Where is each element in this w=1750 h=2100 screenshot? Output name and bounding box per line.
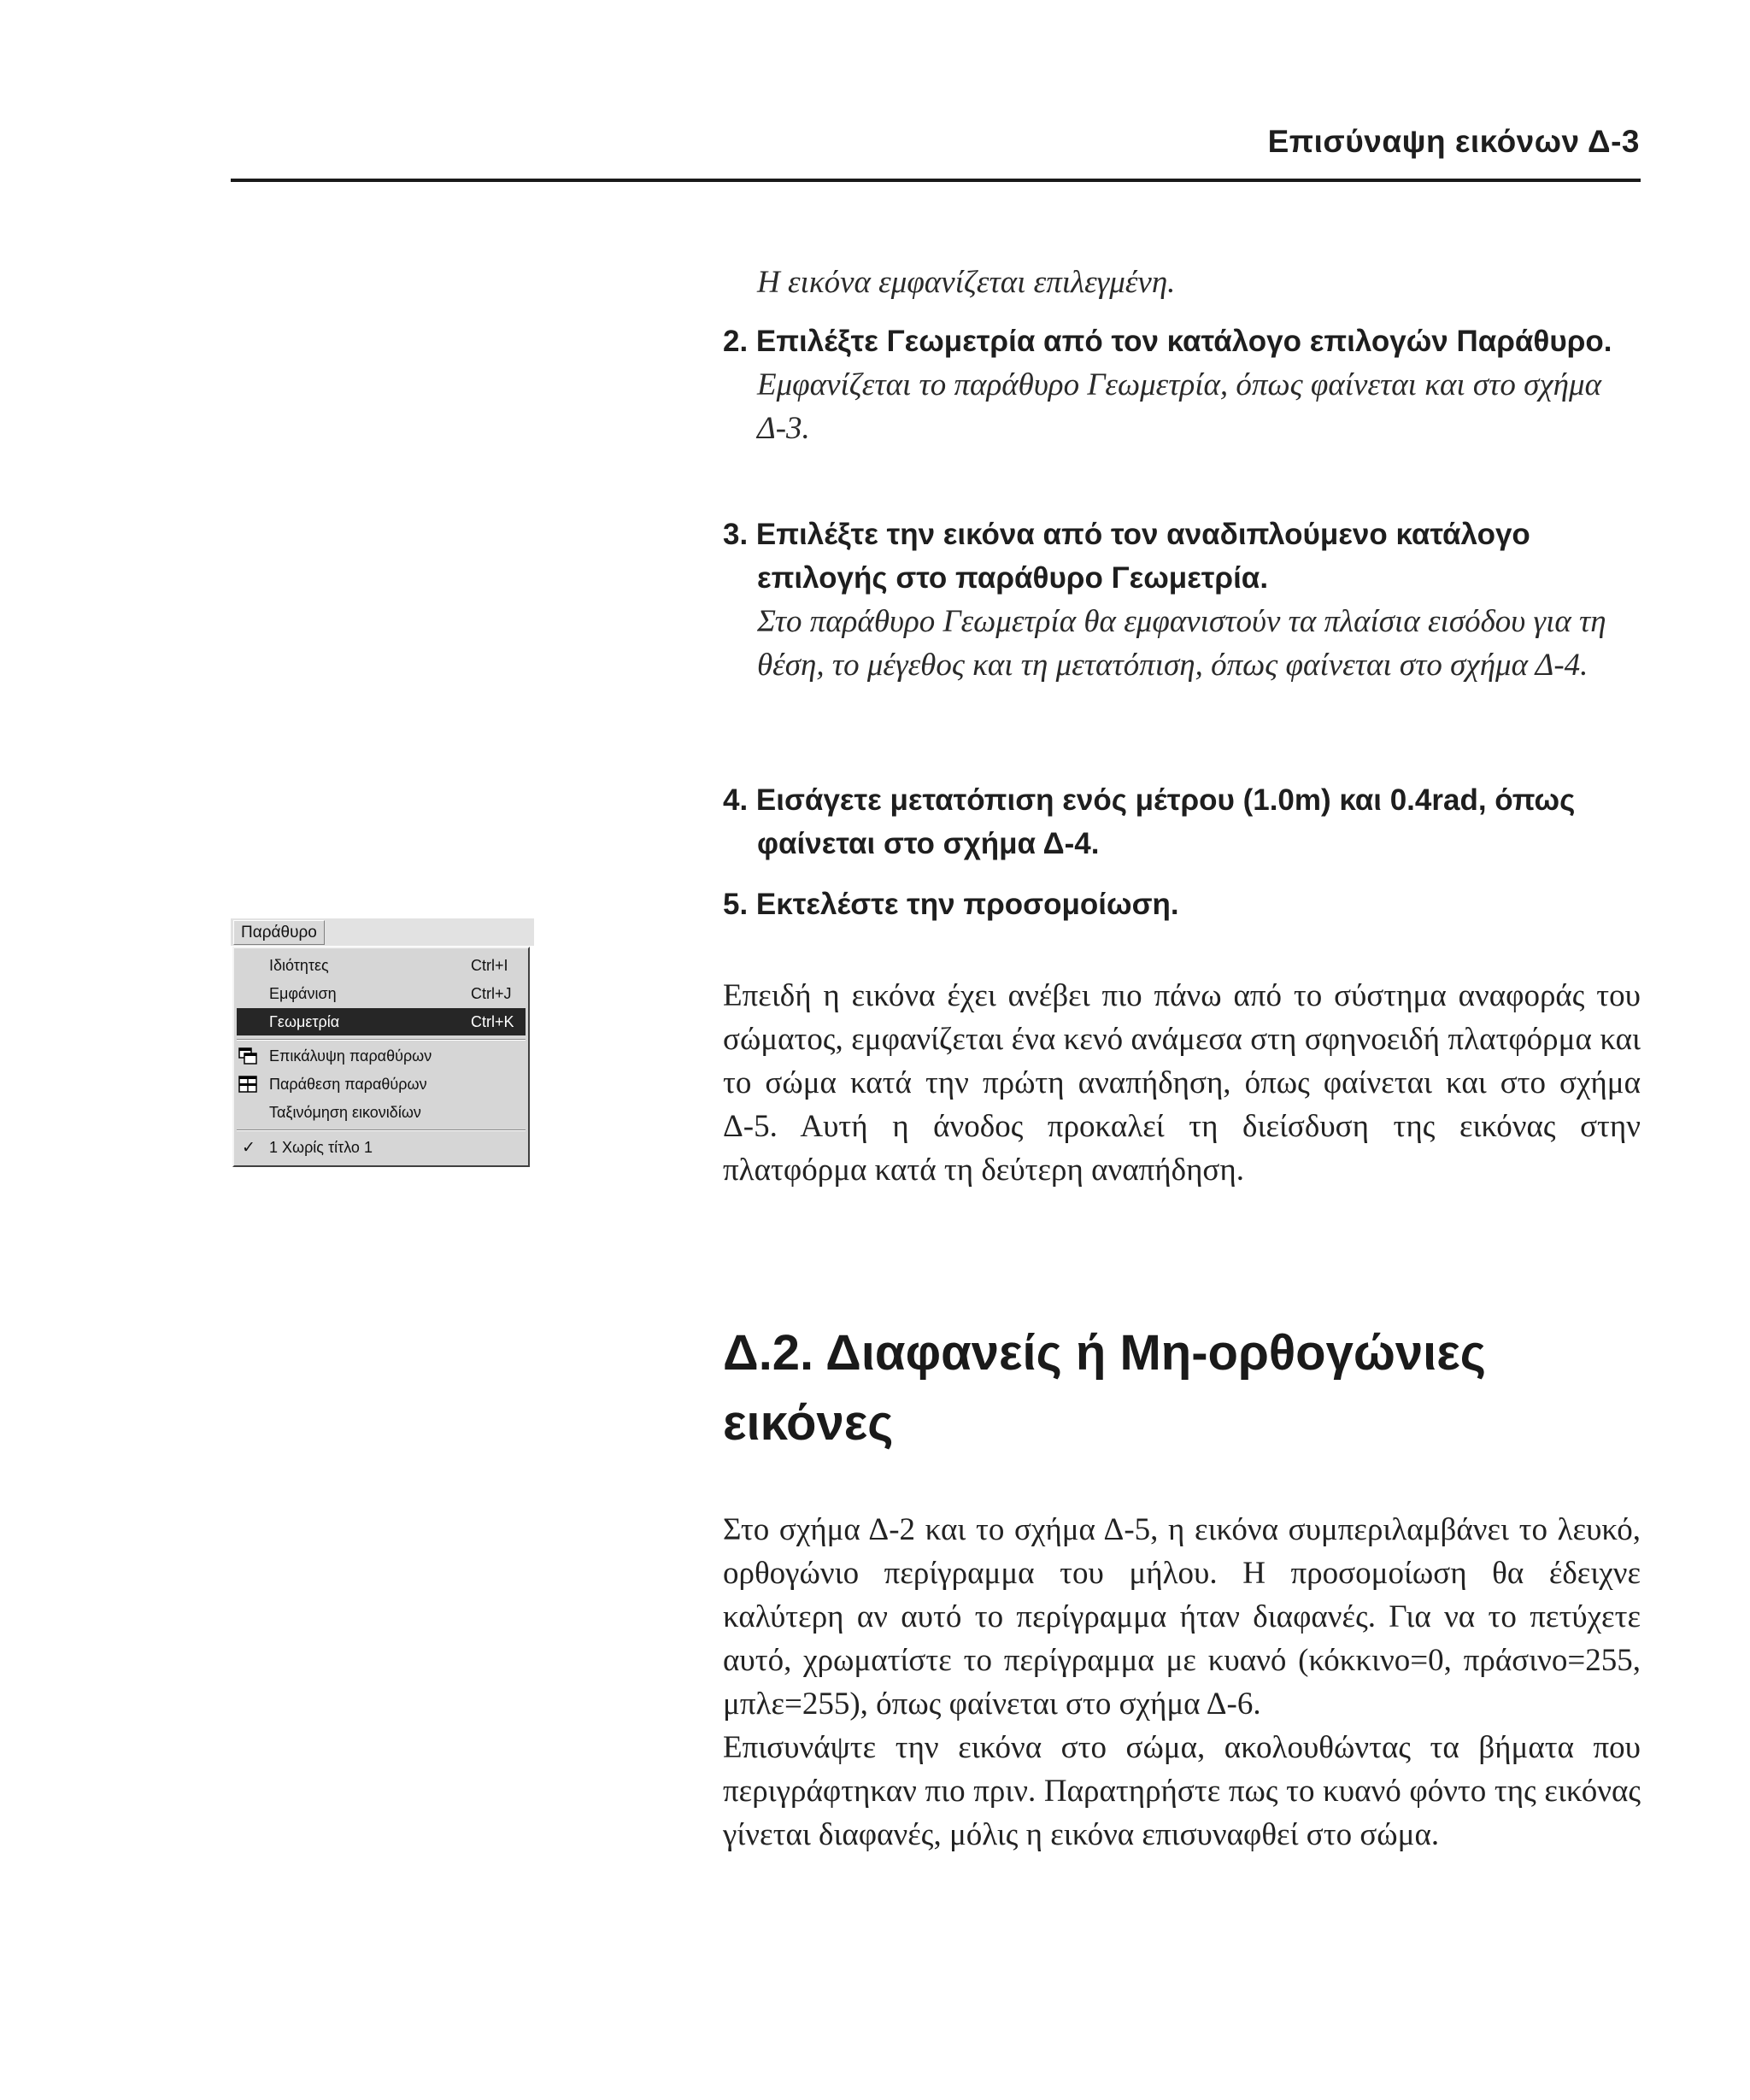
step-instruction: 2. Επιλέξτε Γεωμετρία από τον κατάλογο επιλογών Παράθυρο. — [723, 325, 1612, 358]
menu-screenshot — [231, 918, 534, 1170]
menu-item-shortcut: Ctrl+I — [471, 957, 508, 974]
tile-windows-icon — [238, 1076, 257, 1093]
body-paragraph: Στο σχήμα Δ-2 και το σχήμα Δ-5, η εικόνα συμπεριλαμβάνει το λευκό, ορθογώνιο περίγραμμα του μήλου. Η προσομοίωση θα έδειχνε καλύτερη αν αυτό το περίγραμμα ήταν διαφανές. Για να το πετύχετε αυτό, χρωματίστε το περίγραμμα με κυανό (κόκκινο=0, πράσινο=255, μπλε=255), όπως φαίνεται στο σχήμα Δ-6. — [723, 1512, 1641, 1722]
menu-item-arrange-icons[interactable] — [237, 1099, 526, 1126]
menu-item-properties[interactable] — [237, 952, 526, 979]
body-paragraph: Επειδή η εικόνα έχει ανέβει πιο πάνω από το σύστημα αναφοράς του σώματος, εμφανίζεται ένα κενό ανάμεσα στη σφηνοειδή πλατφόρμα και το σώμα κατά την πρώτη αναπήδηση, όπως φαίνεται και στο σχήμα Δ-5. Αυτή η άνοδος προκαλεί τη διείσδυση της εικόνας στην πλατφόρμα κατά τη δεύτερη αναπήδηση. — [723, 978, 1641, 1188]
step-result: Στο παράθυρο Γεωμετρία θα εμφανιστούν τα πλαίσια εισόδου για τη θέση, το μέγεθος και τη μετατόπιση, όπως φαίνεται στο σχήμα Δ-4. — [757, 604, 1606, 683]
menu-item-label: Γεωμετρία — [269, 1013, 340, 1030]
page-header-title: Επισύναψη εικόνων Δ-3 — [1267, 124, 1640, 159]
step-2 — [723, 320, 1641, 450]
menu-separator — [237, 1129, 526, 1131]
menu-item-label: Εμφάνιση — [269, 985, 337, 1002]
menu-item-shortcut: Ctrl+K — [471, 1013, 514, 1030]
intro-italic: Η εικόνα εμφανίζεται επιλεγμένη. — [757, 265, 1176, 300]
menu-item-untitled-window[interactable] — [237, 1134, 526, 1161]
step-4: 4. Εισάγετε μετατόπιση ενός μέτρου (1.0m) και 0.4rad, όπως φαίνεται στο σχήμα Δ-4. — [723, 783, 1576, 860]
menu-item-label: Παράθεση παραθύρων — [269, 1076, 427, 1093]
menu-item-label: Επικάλυψη παραθύρων — [269, 1047, 432, 1065]
checkmark-icon: ✓ — [242, 1139, 255, 1157]
header-rule — [231, 179, 1641, 182]
menu-item-geometry[interactable] — [237, 1008, 526, 1035]
window-dropdown-menu — [232, 947, 530, 1167]
menu-item-label: Ιδιότητες — [269, 957, 329, 974]
step-instruction: 3. Επιλέξτε την εικόνα από τον αναδιπλούμενο κατάλογο επιλογής στο παράθυρο Γεωμετρία. — [723, 518, 1530, 595]
menu-item-tile-windows[interactable] — [237, 1071, 526, 1098]
menu-item-shortcut: Ctrl+J — [471, 985, 512, 1002]
menubar-item-window[interactable]: Παράθυρο — [233, 920, 325, 945]
menubar — [231, 918, 534, 946]
step-3 — [723, 513, 1641, 687]
section-title-line-2: εικόνες — [723, 1395, 894, 1451]
section-heading — [723, 1318, 1641, 1458]
menu-item-label: Ταξινόμηση εικονιδίων — [269, 1104, 421, 1121]
body-paragraph: Επισυνάψτε την εικόνα στο σώμα, ακολουθώντας τα βήματα που περιγράφτηκαν πιο πριν. Παρατηρήστε πως το κυανό φόντο της εικόνας γίνεται διαφανές, μόλις η εικόνα επισυναφθεί στο σώμα. — [723, 1730, 1641, 1852]
step-result: Εμφανίζεται το παράθυρο Γεωμετρία, όπως φαίνεται και στο σχήμα Δ-3. — [757, 367, 1602, 446]
cascade-windows-icon — [238, 1047, 257, 1065]
menu-item-cascade-windows[interactable] — [237, 1042, 526, 1070]
menu-item-label: 1 Χωρίς τίτλο 1 — [269, 1139, 373, 1156]
step-5: 5. Εκτελέστε την προσομοίωση. — [723, 888, 1179, 921]
menu-separator — [237, 1039, 526, 1041]
section-title-line-1: Δ.2. Διαφανείς ή Μη-ορθογώνιες — [723, 1325, 1486, 1381]
menu-item-appearance[interactable] — [237, 980, 526, 1007]
